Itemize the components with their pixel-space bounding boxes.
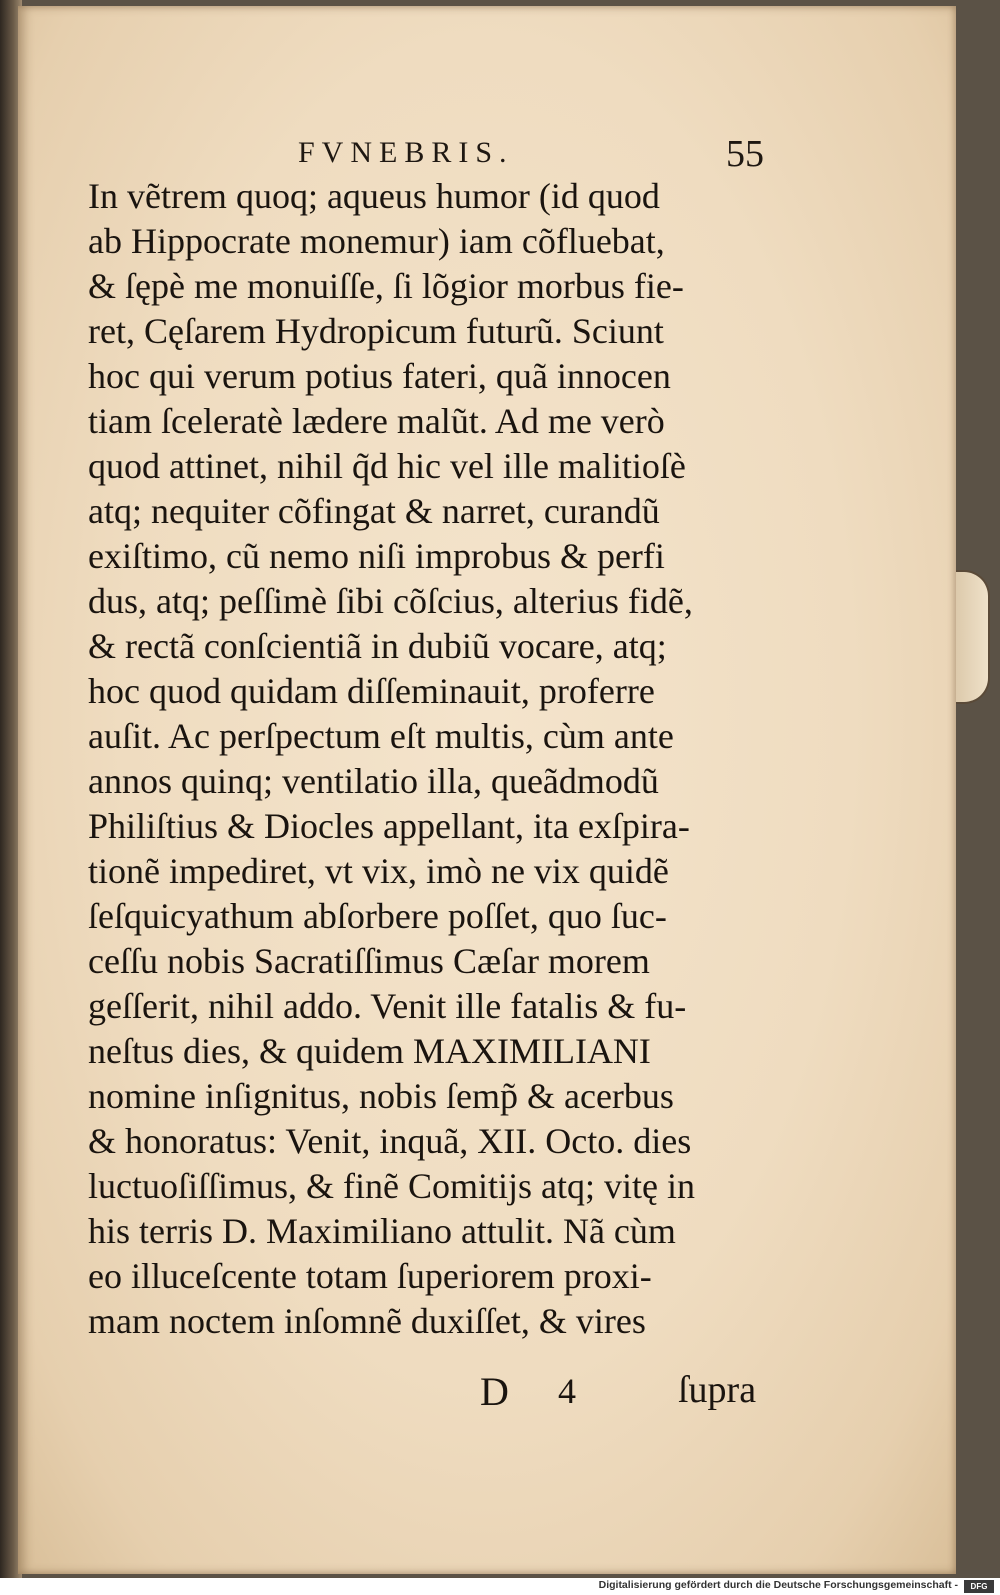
- signature-mark: D: [480, 1369, 509, 1414]
- text-line: atq; nequiter cõfingat & narret, curandũ: [88, 491, 660, 531]
- text-line: ab Hippocrate monemur) iam cõfluebat,: [88, 221, 665, 261]
- text-line: In vẽtrem quoq; aqueus humor (id quod: [88, 176, 660, 216]
- text-line: auſit. Ac perſpectum eſt multis, cùm ante: [88, 716, 674, 756]
- text-line: ceſſu nobis Sacratiſſimus Cæſar morem: [88, 941, 650, 981]
- text-line: Philiſtius & Diocles appellant, ita exſpira-: [88, 806, 690, 846]
- text-line: tiam ſceleratè lædere malũt. Ad me verò: [88, 401, 665, 441]
- text-line: & honoratus: Venit, inquã, XII. Octo. dies: [88, 1121, 692, 1161]
- footer-bar: [0, 1578, 1000, 1595]
- text-line: quod attinet, nihil q̃d hic vel ille malitioſè: [88, 446, 686, 486]
- text-line: hoc quod quidam diſſeminauit, proferre: [88, 671, 655, 711]
- page-number: 55: [726, 133, 764, 175]
- text-line: & ſępè me monuiſſe, ſi lõgior morbus fie-: [88, 266, 684, 306]
- text-line: eo illuceſcente totam ſuperiorem proxi-: [88, 1256, 652, 1296]
- text-line: tionẽ impediret, vt vix, imò ne vix quidẽ: [88, 851, 669, 891]
- text-line: luctuoſiſſimus, & finẽ Comitijs atq; vitę in: [88, 1166, 695, 1206]
- text-line: mam noctem inſomnẽ duxiſſet, & vires: [88, 1301, 646, 1341]
- digitization-credit: Digitalisierung gefördert durch die Deutsche Forschungsgemeinschaft -: [598, 1579, 958, 1591]
- signature-number: 4: [558, 1371, 576, 1411]
- text-line: dus, atq; peſſimè ſibi cõſcius, alterius fidẽ,: [88, 581, 693, 621]
- text-line: his terris D. Maximiliano attulit. Nã cùm: [88, 1211, 676, 1251]
- book-page: [18, 6, 956, 1574]
- catchword: ſupra: [678, 1369, 757, 1411]
- running-head: [18, 132, 956, 175]
- text-line: neſtus dies, & quidem MAXIMILIANI: [88, 1031, 651, 1071]
- text-line: & rectã conſcientiã in dubiũ vocare, atq;: [88, 626, 667, 666]
- body-text: [88, 174, 808, 1344]
- running-head-title: FVNEBRIS.: [298, 136, 514, 169]
- text-line: nomine inſignitus, nobis ſemp̃ & acerbus: [88, 1076, 674, 1116]
- dfg-logo: DFG: [964, 1580, 994, 1593]
- text-line: ret, Cęſarem Hydropicum futurũ. Sciunt: [88, 311, 664, 351]
- text-line: geſſerit, nihil addo. Venit ille fatalis & fu-: [88, 986, 687, 1026]
- text-line: hoc qui verum potius fateri, quã innocen: [88, 356, 671, 396]
- text-line: annos quinq; ventilatio illa, queãdmodũ: [88, 761, 659, 801]
- text-line: exiſtimo, cũ nemo niſi improbus & perfi: [88, 536, 665, 576]
- text-line: ſeſquicyathum abſorbere poſſet, quo ſuc-: [88, 896, 667, 936]
